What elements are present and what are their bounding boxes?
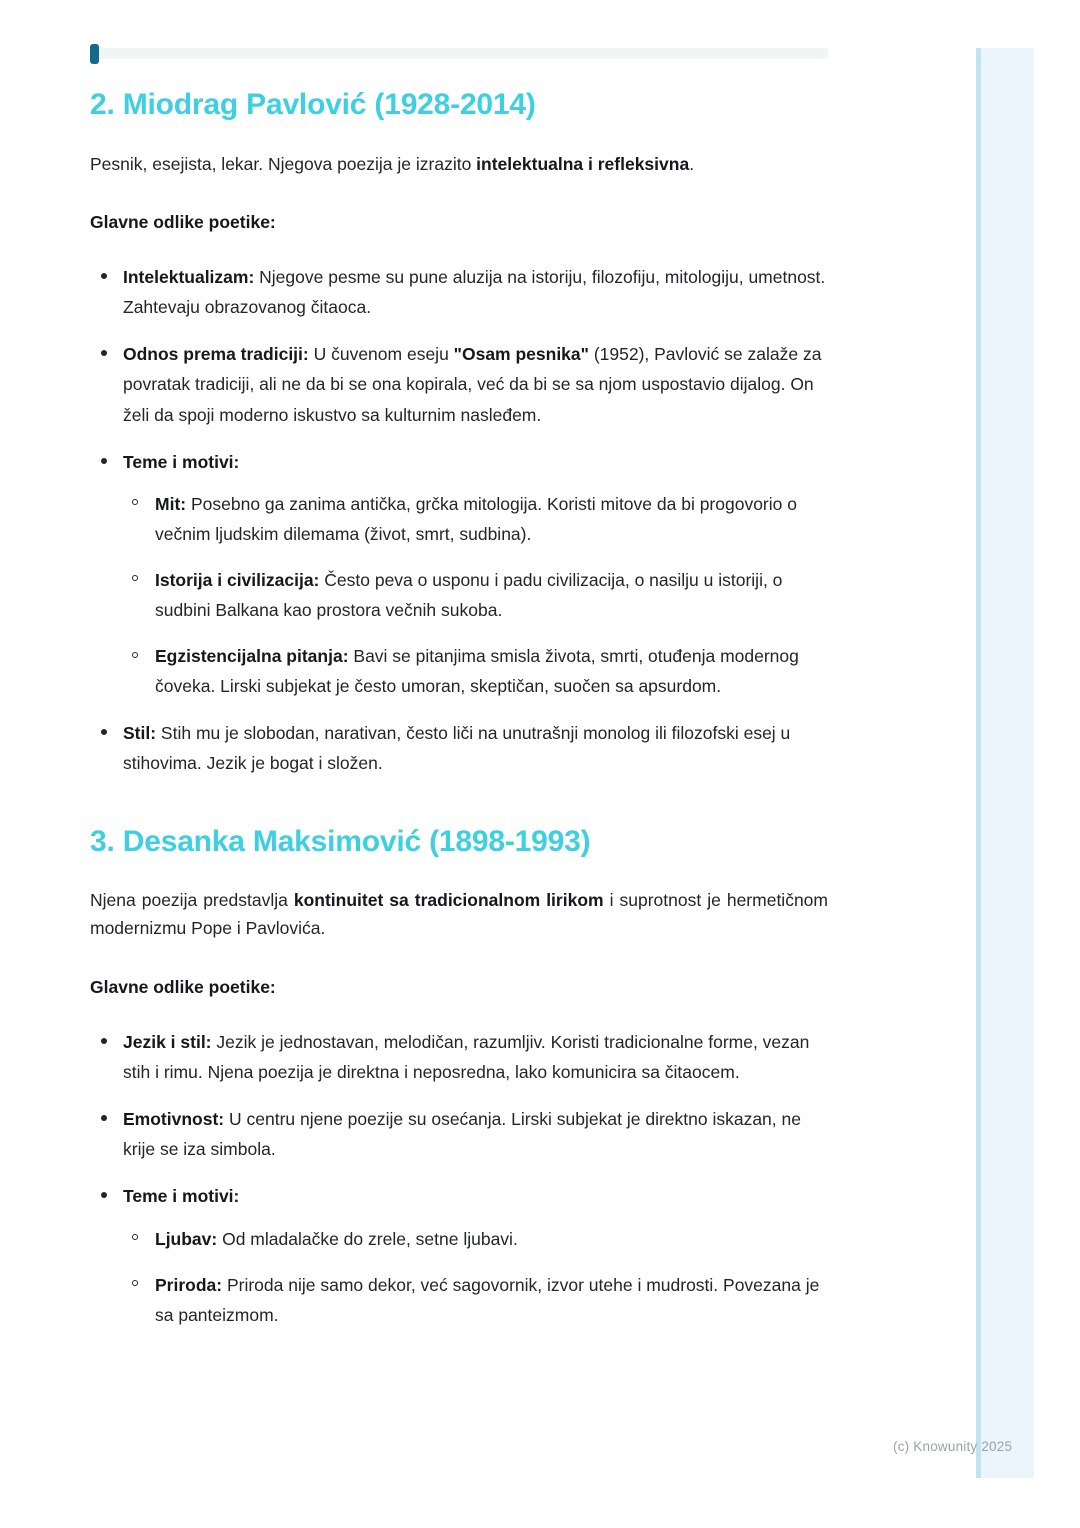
list-item xyxy=(90,1181,828,1329)
sub-list-item-text: Priroda nije samo dekor, već sagovornik, izvor utehe i mudrosti. Povezana je sa panteizmom. xyxy=(155,1274,820,1325)
reading-progress-track[interactable] xyxy=(90,48,828,59)
list-item-term: Teme i motivi: xyxy=(123,451,240,472)
copyright-watermark: (c) Knowunity 2025 xyxy=(893,1439,1013,1454)
bullet-dot-icon xyxy=(101,350,107,356)
right-side-band xyxy=(976,48,1034,1478)
bullet-dot-icon xyxy=(101,1192,107,1198)
sub-list-item xyxy=(123,1270,828,1330)
sub-list-item-term: Mit: xyxy=(155,493,187,514)
list-item xyxy=(90,1104,828,1164)
list-item-term: Stil: xyxy=(123,723,157,744)
list-item-term: Jezik i stil: xyxy=(123,1032,212,1053)
sub-list-item-text: Bavi se pitanjima smisla života, smrti, otuđenja modernog čoveka. Lirski subjekat je često umoran, skeptičan, suočen sa apsurdom. xyxy=(155,646,799,697)
list-item-text: U centru njene poezije su osećanja. Lirski subjekat je direktno iskazan, ne krije se iza simbola. xyxy=(123,1109,801,1160)
section-3-sublist xyxy=(123,1224,828,1330)
bullet-dot-icon xyxy=(101,458,107,464)
section-3-feature-list xyxy=(90,1027,828,1330)
bullet-dot-icon xyxy=(101,1115,107,1121)
reading-progress-thumb[interactable] xyxy=(90,44,99,64)
list-item xyxy=(90,339,828,429)
document-content xyxy=(90,86,828,1356)
intro-text-plain: Pesnik, esejista, lekar. Njegova poezija je izrazito xyxy=(90,153,477,174)
sub-list-item-text: Od mladalačke do zrele, setne ljubavi. xyxy=(217,1228,518,1249)
section-3-features-label: Glavne odlike poetike: xyxy=(90,976,276,997)
section-2-sublist xyxy=(123,489,828,702)
bullet-circle-icon xyxy=(132,575,138,581)
list-item-term: Emotivnost: xyxy=(123,1109,225,1130)
list-item-term: Intelektualizam: xyxy=(123,267,255,288)
bullet-dot-icon xyxy=(101,1038,107,1044)
list-item-text: Njegove pesme su pune aluzija na istoriju, filozofiju, mitologiju, umetnost. Zahtevaju obrazovanog čitaoca. xyxy=(123,267,826,318)
intro-text-plain: Njena poezija predstavlja xyxy=(90,890,294,910)
page-title-section-3: 3. Desanka Maksimović (1898-1993) xyxy=(90,824,591,858)
sub-list-item xyxy=(123,641,828,701)
sub-list-item-term: Istorija i civilizacija: xyxy=(155,569,320,590)
sub-list-item xyxy=(123,565,828,625)
sub-list-item-text: Posebno ga zanima antička, grčka mitologija. Koristi mitove da bi progovorio o večnim ljudskim dilemama (život, smrt, sudbina). xyxy=(155,493,797,544)
sub-list-item xyxy=(123,1224,828,1254)
list-item xyxy=(90,718,828,778)
list-item-quote: "Osam pesnika" xyxy=(453,344,589,365)
bullet-circle-icon xyxy=(132,1234,138,1240)
intro-text-bold: kontinuitet sa tradicionalnom lirikom xyxy=(293,890,604,910)
intro-text-plain-end: i suprotnost je hermetičnom modernizmu Pope i Pavlovića. xyxy=(90,890,828,939)
sub-list-item xyxy=(123,489,828,549)
list-item-text: Jezik je jednostavan, melodičan, razumljiv. Koristi tradicionalne forme, vezan stih i rimu. Njena poezija je direktna i neposredna, lako komunicira sa čitaocem. xyxy=(123,1032,810,1083)
bullet-dot-icon xyxy=(101,273,107,279)
bullet-dot-icon xyxy=(101,729,107,735)
sub-list-item-term: Priroda: xyxy=(155,1274,223,1295)
list-item-text: Stih mu je slobodan, narativan, često liči na unutrašnji monolog ili filozofski esej u stihovima. Jezik je bogat i složen. xyxy=(123,723,791,774)
bullet-circle-icon xyxy=(132,499,138,505)
list-item-text-b: (1952), Pavlović se zalaže za povratak tradiciji, ali ne da bi se ona kopirala, već da bi se sa njom uspostavio dijalog. On želi da spoji moderno iskustvo sa kulturnim nasleđem. xyxy=(123,344,822,425)
intro-text-plain-end: . xyxy=(689,153,695,174)
list-item-text-a: U čuvenom eseju xyxy=(308,344,454,365)
section-3-intro-paragraph xyxy=(90,886,828,943)
sub-list-item-term: Ljubav: xyxy=(155,1228,218,1249)
section-2-feature-list xyxy=(90,262,828,778)
list-item-term: Teme i motivi: xyxy=(123,1186,240,1207)
section-2-features-label: Glavne odlike poetike: xyxy=(90,211,276,232)
bullet-circle-icon xyxy=(132,1280,138,1286)
section-2-intro-paragraph xyxy=(90,150,828,178)
intro-text-bold: intelektualna i refleksivna xyxy=(476,153,690,174)
page-title-section-2: 2. Miodrag Pavlović (1928-2014) xyxy=(90,88,536,121)
list-item-term: Odnos prema tradiciji: xyxy=(123,344,309,365)
list-item xyxy=(90,447,828,702)
list-item xyxy=(90,1027,828,1087)
right-side-band-edge xyxy=(976,48,981,1478)
bullet-circle-icon xyxy=(132,652,138,658)
sub-list-item-term: Egzistencijalna pitanja: xyxy=(155,646,349,667)
sub-list-item-text: Često peva o usponu i padu civilizacija, o nasilju u istoriji, o sudbini Balkana kao prostora večnih sukoba. xyxy=(155,569,783,621)
list-item xyxy=(90,262,828,322)
